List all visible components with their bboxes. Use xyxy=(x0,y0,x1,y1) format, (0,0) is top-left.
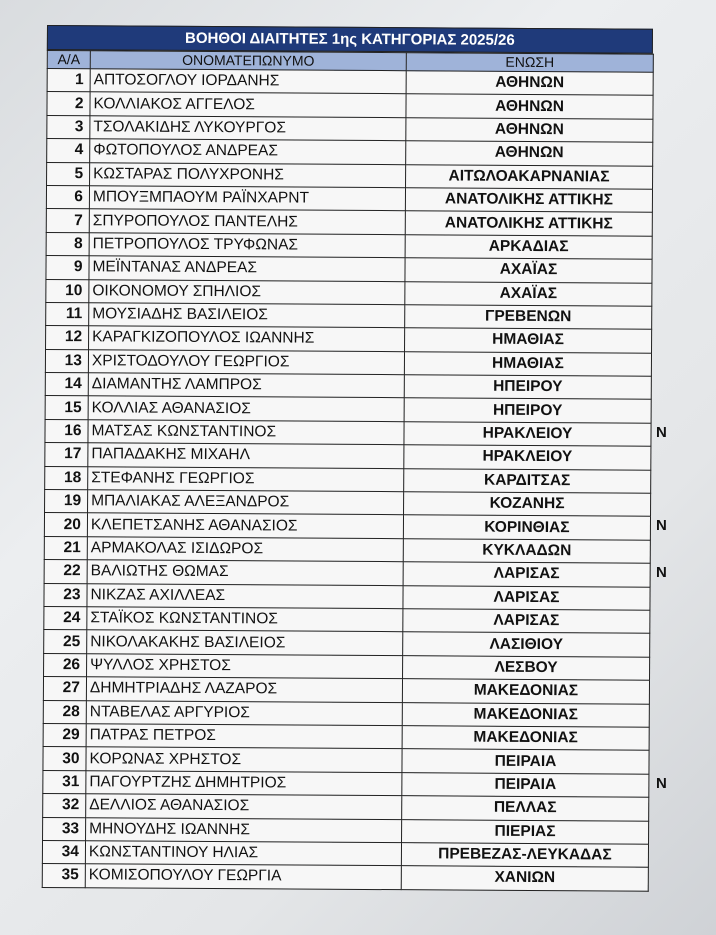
cell-union: ΠΡΕΒΕΖΑΣ-ΛΕΥΚΑΔΑΣ xyxy=(401,843,648,868)
cell-num: 34 xyxy=(42,840,85,864)
cell-num: 5 xyxy=(47,162,90,186)
table-row xyxy=(47,139,653,166)
cell-num: 28 xyxy=(43,700,86,724)
table-row xyxy=(46,256,652,283)
cell-name: ΚΟΛΛΙΑΚΟΣ ΑΓΓΕΛΟΣ xyxy=(90,92,406,117)
table-row xyxy=(44,560,650,587)
cell-union: ΓΡΕΒΕΝΩΝ xyxy=(405,305,652,330)
header-union: ΕΝΩΣΗ xyxy=(406,53,653,73)
cell-union: ΠΕΙΡΑΙΑ xyxy=(402,772,649,797)
table-row xyxy=(46,185,652,212)
cell-name: ΜΑΤΣΑΣ ΚΩΝΣΤΑΝΤΙΝΟΣ xyxy=(88,420,404,445)
table-row xyxy=(44,630,650,657)
cell-union: ΛΑΡΙΣΑΣ xyxy=(403,562,650,587)
cell-union: ΑΧΑΪΑΣ xyxy=(405,258,652,283)
cell-name: ΚΛΕΠΕΤΣΑΝΗΣ ΑΘΑΝΑΣΙΟΣ xyxy=(87,513,403,538)
table-row xyxy=(47,92,653,119)
cell-num: 23 xyxy=(44,583,87,607)
cell-union: ΜΑΚΕΔΟΝΙΑΣ xyxy=(402,726,649,751)
cell-name: ΝΙΚΟΛΑΚΑΚΗΣ ΒΑΣΙΛΕΙΟΣ xyxy=(87,630,403,655)
cell-num: 30 xyxy=(43,747,86,771)
table-row xyxy=(43,700,649,727)
table-row xyxy=(44,513,650,540)
cell-union: ΛΕΣΒΟΥ xyxy=(403,655,650,680)
cell-name: ΣΠΥΡΟΠΟΥΛΟΣ ΠΑΝΤΕΛΗΣ xyxy=(89,209,405,234)
cell-num: 15 xyxy=(45,396,88,420)
cell-union: ΑΘΗΝΩΝ xyxy=(406,94,653,119)
cell-num: 22 xyxy=(44,560,87,584)
table-row xyxy=(42,840,648,867)
new-referee-mark: N xyxy=(656,517,667,535)
cell-union: ΛΑΡΙΣΑΣ xyxy=(403,585,650,610)
cell-union: ΗΠΕΙΡΟΥ xyxy=(404,375,651,400)
table-row xyxy=(43,770,649,797)
table-row xyxy=(47,115,653,142)
cell-num: 18 xyxy=(45,466,88,490)
table-body xyxy=(42,69,653,891)
table-row xyxy=(45,373,651,400)
table-row xyxy=(46,279,652,306)
cell-num: 32 xyxy=(43,794,86,818)
cell-name: ΠΕΤΡΟΠΟΥΛΟΣ ΤΡΥΦΩΝΑΣ xyxy=(89,232,405,257)
cell-name: ΣΤΕΦΑΝΗΣ ΓΕΩΡΓΙΟΣ xyxy=(88,466,404,491)
cell-num: 35 xyxy=(42,864,85,888)
header-num: Α/Α xyxy=(47,51,90,69)
table-row xyxy=(44,536,650,563)
cell-num: 6 xyxy=(46,185,89,209)
header-name: ΟΝΟΜΑΤΕΠΩΝΥΜΟ xyxy=(90,51,406,71)
referee-table xyxy=(42,50,654,891)
table-row xyxy=(46,209,652,236)
cell-num: 27 xyxy=(43,677,86,701)
cell-name: ΒΑΛΙΩΤΗΣ ΘΩΜΑΣ xyxy=(87,560,403,585)
cell-num: 14 xyxy=(45,373,88,397)
cell-union: ΜΑΚΕΔΟΝΙΑΣ xyxy=(402,679,649,704)
cell-union: ΗΡΑΚΛΕΙΟΥ xyxy=(404,422,651,447)
cell-union: ΗΠΕΙΡΟΥ xyxy=(404,398,651,423)
table-row xyxy=(46,326,652,353)
cell-name: ΣΤΑΪΚΟΣ ΚΩΝΣΤΑΝΤΙΝΟΣ xyxy=(87,607,403,632)
cell-name: ΦΩΤΟΠΟΥΛΟΣ ΑΝΔΡΕΑΣ xyxy=(90,139,406,164)
cell-union: ΚΥΚΛΑΔΩΝ xyxy=(403,538,650,563)
cell-num: 20 xyxy=(44,513,87,537)
table-row xyxy=(47,69,653,96)
table-row xyxy=(46,302,652,329)
cell-num: 24 xyxy=(44,606,87,630)
cell-union: ΗΜΑΘΙΑΣ xyxy=(405,328,652,353)
referee-list-sheet xyxy=(42,25,653,891)
table-row xyxy=(42,864,648,891)
cell-union: ΑΝΑΤΟΛΙΚΗΣ ΑΤΤΙΚΗΣ xyxy=(405,211,652,236)
table-row xyxy=(46,232,652,259)
cell-num: 29 xyxy=(43,723,86,747)
cell-union: ΑΡΚΑΔΙΑΣ xyxy=(405,234,652,259)
cell-union: ΧΑΝΙΩΝ xyxy=(401,866,648,891)
cell-num: 7 xyxy=(46,209,89,233)
cell-name: ΟΙΚΟΝΟΜΟΥ ΣΠΗΛΙΟΣ xyxy=(89,279,405,304)
cell-name: ΔΕΛΛΙΟΣ ΑΘΑΝΑΣΙΟΣ xyxy=(86,794,402,819)
cell-name: ΠΑΠΑΔΑΚΗΣ ΜΙΧΑΗΛ xyxy=(88,443,404,468)
cell-name: ΧΡΙΣΤΟΔΟΥΛΟΥ ΓΕΩΡΓΙΟΣ xyxy=(88,349,404,374)
cell-num: 17 xyxy=(45,443,88,467)
table-row xyxy=(44,583,650,610)
table-row xyxy=(47,162,653,189)
cell-num: 2 xyxy=(47,92,90,116)
cell-union: ΚΑΡΔΙΤΣΑΣ xyxy=(404,468,651,493)
cell-union: ΗΡΑΚΛΕΙΟΥ xyxy=(404,445,651,470)
cell-name: ΑΡΜΑΚΟΛΑΣ ΙΣΙΔΩΡΟΣ xyxy=(87,537,403,562)
cell-name: ΤΣΟΛΑΚΙΔΗΣ ΛΥΚΟΥΡΓΟΣ xyxy=(90,116,406,141)
new-referee-mark: N xyxy=(656,564,667,582)
cell-name: ΨΥΛΛΟΣ ΧΡΗΣΤΟΣ xyxy=(87,654,403,679)
cell-name: ΚΟΛΛΙΑΣ ΑΘΑΝΑΣΙΟΣ xyxy=(88,396,404,421)
cell-name: ΜΠΟΥΞΜΠΑΟΥΜ ΡΑΪΝΧΑΡΝΤ xyxy=(89,186,405,211)
table-row xyxy=(43,677,649,704)
cell-num: 11 xyxy=(46,302,89,326)
cell-union: ΛΑΡΙΣΑΣ xyxy=(403,609,650,634)
cell-union: ΑΙΤΩΛΟΑΚΑΡΝΑΝΙΑΣ xyxy=(406,164,653,189)
cell-name: ΜΠΑΛΙΑΚΑΣ ΑΛΕΞΑΝΔΡΟΣ xyxy=(88,490,404,515)
cell-union: ΛΑΣΙΘΙΟΥ xyxy=(403,632,650,657)
cell-name: ΔΗΜΗΤΡΙΑΔΗΣ ΛΑΖΑΡΟΣ xyxy=(86,677,402,702)
cell-name: ΚΩΣΤΑΡΑΣ ΠΟΛΥΧΡΟΝΗΣ xyxy=(90,162,406,187)
cell-name: ΜΟΥΣΙΑΔΗΣ ΒΑΣΙΛΕΙΟΣ xyxy=(89,303,405,328)
cell-name: ΑΠΤΟΣΟΓΛΟΥ ΙΟΡΔΑΝΗΣ xyxy=(90,69,406,94)
cell-union: ΠΕΙΡΑΙΑ xyxy=(402,749,649,774)
cell-num: 9 xyxy=(46,256,89,280)
table-row xyxy=(43,723,649,750)
cell-name: ΚΟΜΙΣΟΠΟΥΛΟΥ ΓΕΩΡΓΙΑ xyxy=(85,864,401,889)
cell-union: ΜΑΚΕΔΟΝΙΑΣ xyxy=(402,702,649,727)
cell-num: 16 xyxy=(45,419,88,443)
cell-union: ΑΘΗΝΩΝ xyxy=(406,141,653,166)
table-row xyxy=(45,466,651,493)
cell-union: ΠΙΕΡΙΑΣ xyxy=(402,819,649,844)
cell-name: ΝΤΑΒΕΛΑΣ ΑΡΓΥΡΙΟΣ xyxy=(86,700,402,725)
cell-union: ΗΜΑΘΙΑΣ xyxy=(404,351,651,376)
table-row xyxy=(45,349,651,376)
cell-num: 8 xyxy=(46,232,89,256)
cell-num: 12 xyxy=(46,326,89,350)
table-row xyxy=(45,490,651,517)
cell-num: 10 xyxy=(46,279,89,303)
cell-union: ΠΕΛΛΑΣ xyxy=(402,796,649,821)
cell-num: 26 xyxy=(44,653,87,677)
cell-name: ΚΩΝΣΤΑΝΤΙΝΟΥ ΗΛΙΑΣ xyxy=(85,841,401,866)
cell-num: 33 xyxy=(43,817,86,841)
cell-union: ΑΘΗΝΩΝ xyxy=(406,71,653,96)
cell-union: ΑΧΑΪΑΣ xyxy=(405,281,652,306)
table-row xyxy=(43,747,649,774)
cell-num: 21 xyxy=(44,536,87,560)
cell-name: ΜΕΪΝΤΑΝΑΣ ΑΝΔΡΕΑΣ xyxy=(89,256,405,281)
cell-num: 13 xyxy=(45,349,88,373)
cell-name: ΠΑΤΡΑΣ ΠΕΤΡΟΣ xyxy=(86,724,402,749)
cell-name: ΠΑΓΟΥΡΤΖΗΣ ΔΗΜΗΤΡΙΟΣ xyxy=(86,770,402,795)
cell-union: ΚΟΡΙΝΘΙΑΣ xyxy=(403,515,650,540)
cell-union: ΑΝΑΤΟΛΙΚΗΣ ΑΤΤΙΚΗΣ xyxy=(405,188,652,213)
cell-union: ΑΘΗΝΩΝ xyxy=(406,117,653,142)
table-row xyxy=(45,443,651,470)
table-row xyxy=(44,653,650,680)
cell-name: ΝΙΚΖΑΣ ΑΧΙΛΛΕΑΣ xyxy=(87,583,403,608)
cell-name: ΔΙΑΜΑΝΤΗΣ ΛΑΜΠΡΟΣ xyxy=(88,373,404,398)
table-row xyxy=(43,817,649,844)
new-referee-mark: N xyxy=(656,423,667,441)
table-row xyxy=(45,396,651,423)
cell-name: ΚΟΡΩΝΑΣ ΧΡΗΣΤΟΣ xyxy=(86,747,402,772)
table-row xyxy=(45,419,651,446)
cell-num: 1 xyxy=(47,69,90,93)
table-row xyxy=(43,794,649,821)
document-title: ΒΟΗΘΟΙ ΔΙΑΙΤΗΤΕΣ 1ης ΚΑΤΗΓΟΡΙΑΣ 2025/26 xyxy=(47,25,653,54)
new-referee-mark: N xyxy=(656,774,667,792)
cell-name: ΚΑΡΑΓΚΙΖΟΠΟΥΛΟΣ ΙΩΑΝΝΗΣ xyxy=(89,326,405,351)
cell-num: 3 xyxy=(47,115,90,139)
cell-num: 25 xyxy=(44,630,87,654)
cell-num: 31 xyxy=(43,770,86,794)
cell-num: 4 xyxy=(47,139,90,163)
cell-name: ΜΗΝΟΥΔΗΣ ΙΩΑΝΝΗΣ xyxy=(86,817,402,842)
cell-union: ΚΟΖΑΝΗΣ xyxy=(404,492,651,517)
table-row xyxy=(44,606,650,633)
cell-num: 19 xyxy=(45,490,88,514)
